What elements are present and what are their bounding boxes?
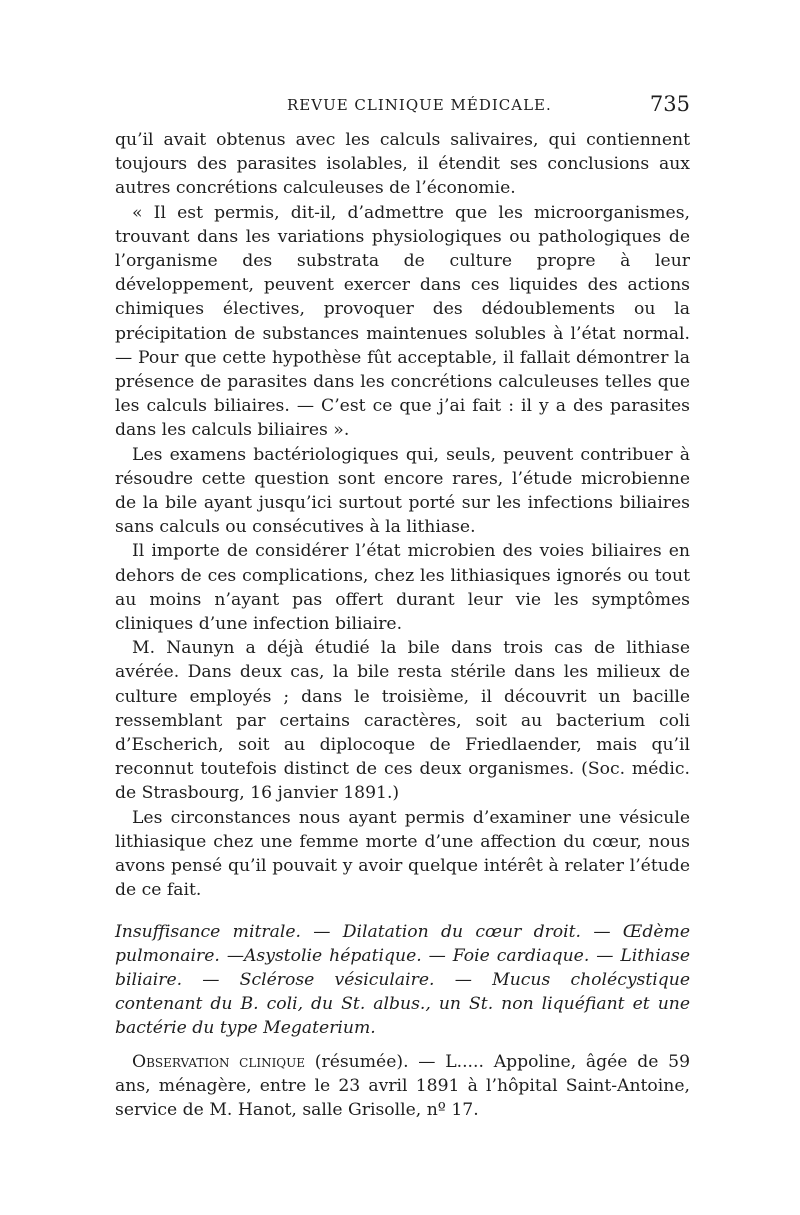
paragraph: M. Naunyn a déjà étudié la bile dans trois cas de lithiase avérée. Dans deux cas, la bile resta stérile dans les milieux de culture employés ; dans le troisième, il découvrit un bacille ressemblant par certains caractères, soit au bacterium coli d’Escherich, soit au diplocoque de Friedlaender, mais qu’il reconnut toutefois distinct de ces deux organismes. (Soc. médic. de Strasbourg, 16 janvier 1891.)	[115, 638, 690, 804]
section-heading: Insuffisance mitrale. — Dilatation du cœur droit. — Œdème pulmonaire. —Asystolie hépatique. — Foie cardiaque. — Lithiase biliaire. — Sclérose vésiculaire. — Mucus cholécystique contenant du B. coli, du St. albus., un St. non liquéfiant et une bactérie du type Megaterium.	[115, 921, 690, 1039]
paragraph: Il importe de considérer l’état microbien des voies biliaires en dehors de ces complications, chez les lithiasiques ignorés ou tout au moins n’ayant pas offert durant leur vie les symptômes cliniques d’une infection biliaire.	[115, 541, 690, 635]
observation-paragraph	[115, 1050, 690, 1123]
observation-text: (résumée). — L..... Appoline, âgée de 59 ans, ménagère, entre le 23 avril 1891 à l’hôpital Saint-Antoine, service de M. Hanot, salle Grisolle, nº 17.	[115, 1051, 690, 1120]
running-title: REVUE CLINIQUE MÉDICALE.	[287, 96, 552, 114]
page-header	[115, 92, 690, 118]
observation-label: Observation clinique	[132, 1051, 306, 1072]
page-number: 735	[649, 92, 690, 116]
paragraph: Les examens bactériologiques qui, seuls, peuvent contribuer à résoudre cette question sont encore rares, l’étude microbienne de la bile ayant jusqu’ici surtout porté sur les infections biliaires sans calculs ou consécutives à la lithiase.	[115, 444, 690, 538]
paragraph-continuation: qu’il avait obtenus avec les calculs salivaires, qui contiennent toujours des parasites isolables, il étendit ses conclusions aux autres concrétions calculeuses de l’économie.	[115, 130, 690, 199]
page-body	[115, 128, 690, 1139]
paragraph: Les circonstances nous ayant permis d’examiner une vésicule lithiasique chez une femme morte d’une affection du cœur, nous avons pensé qu’il pouvait y avoir quelque intérêt à relater l’étude de ce fait.	[115, 807, 690, 901]
paragraph-quotation: « Il est permis, dit-il, d’admettre que les microorganismes, trouvant dans les variations physiologiques ou pathologiques de l’organisme des substrata de culture propre à leur développement, peuvent exercer dans ces liquides des actions chimiques électives, provoquer des dédoublements ou la précipitation de substances maintenues solubles à l’état normal. — Pour que cette hypothèse fût acceptable, il fallait démontrer la présence de parasites dans les concrétions calculeuses telles que les calculs biliaires. — C’est ce que j’ai fait : il y a des parasites dans les calculs biliaires ».	[115, 202, 690, 441]
